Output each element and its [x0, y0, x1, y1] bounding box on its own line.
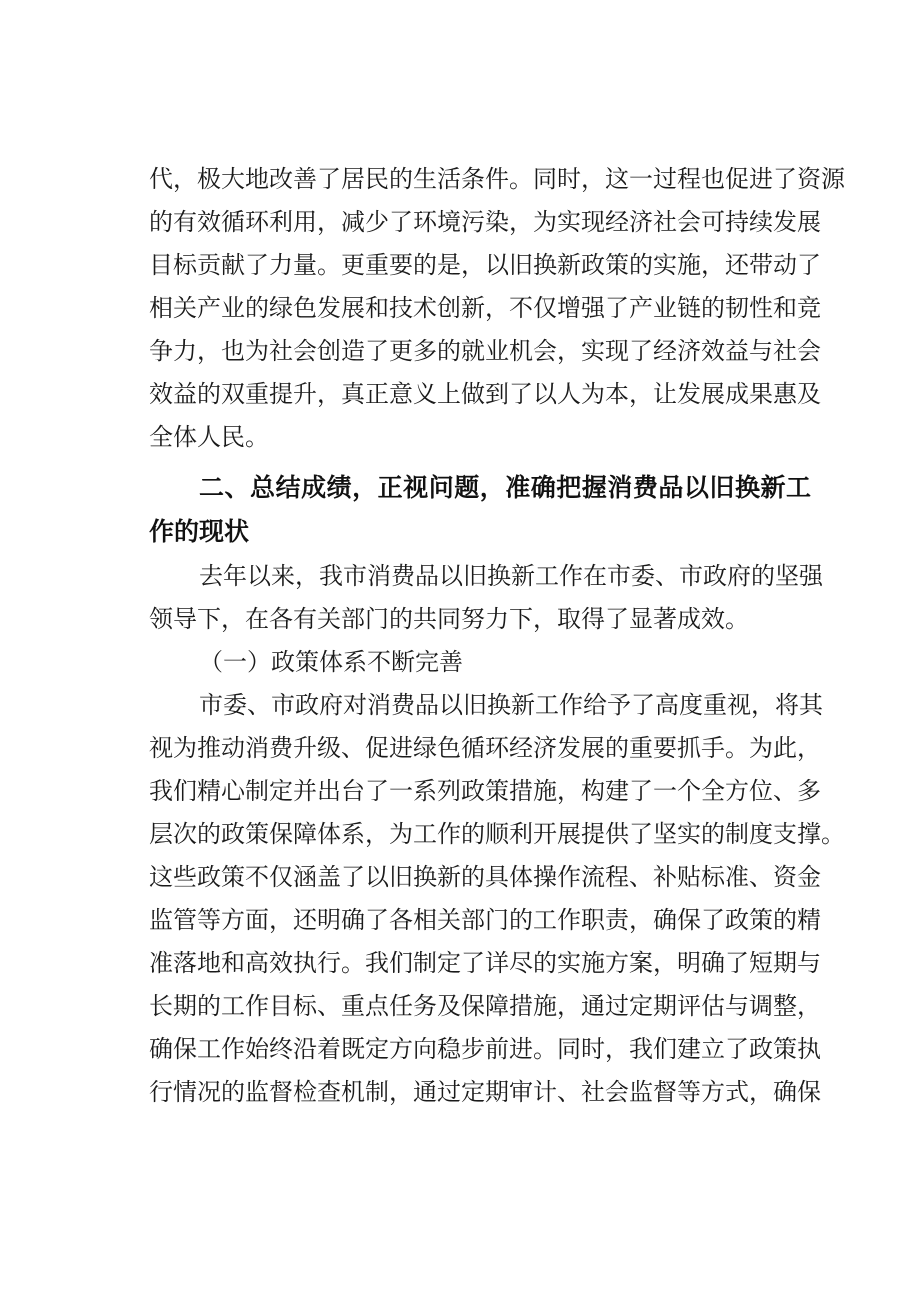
text-line: 相关产业的绿色发展和技术创新，不仅增强了产业链的韧性和竞 — [149, 294, 821, 322]
text-line: 代，极大地改善了居民的生活条件。同时，这一过程也促进了资源 — [149, 165, 845, 193]
text-line: 监管等方面，还明确了各相关部门的工作职责，确保了政策的精 — [149, 906, 821, 934]
text-line: 长期的工作目标、重点任务及保障措施，通过定期评估与调整， — [149, 992, 821, 1020]
text-line: 全体人民。 — [149, 423, 269, 451]
text-line: 准落地和高效执行。我们制定了详尽的实施方案，明确了短期与 — [149, 949, 821, 977]
text-line: 争力，也为社会创造了更多的就业机会，实现了经济效益与社会 — [149, 337, 821, 365]
text-line: 行情况的监督检查机制，通过定期审计、社会监督等方式，确保 — [149, 1078, 821, 1106]
text-line: 效益的双重提升，真正意义上做到了以人为本，让发展成果惠及 — [149, 380, 821, 408]
paragraph-continuation — [149, 158, 845, 459]
subsection-heading: （一）政策体系不断完善 — [199, 648, 463, 676]
text-line: 领导下，在各有关部门的共同努力下，取得了显著成效。 — [149, 605, 749, 633]
text-line: 层次的政策保障体系，为工作的顺利开展提供了坚实的制度支撑。 — [149, 820, 845, 848]
text-line: 我们精心制定并出台了一系列政策措施，构建了一个全方位、多 — [149, 777, 821, 805]
policy-paragraph — [149, 684, 845, 1114]
text-line: 这些政策不仅涵盖了以旧换新的具体操作流程、补贴标准、资金 — [149, 863, 821, 891]
text-line: 的有效循环利用，减少了环境污染，为实现经济社会可持续发展 — [149, 208, 821, 236]
text-line: 确保工作始终沿着既定方向稳步前进。同时，我们建立了政策执 — [149, 1035, 821, 1063]
text-line: 市委、市政府对消费品以旧换新工作给予了高度重视，将其 — [199, 691, 823, 719]
text-line: 视为推动消费升级、促进绿色循环经济发展的重要抓手。为此， — [149, 734, 821, 762]
text-line: 去年以来，我市消费品以旧换新工作在市委、市政府的坚强 — [199, 562, 823, 590]
intro-paragraph — [149, 555, 823, 641]
section-heading: 二、总结成绩，正视问题，准确把握消费品以旧换新工作的现状 — [149, 473, 811, 546]
text-line: 目标贡献了力量。更重要的是，以旧换新政策的实施，还带动了 — [149, 251, 821, 279]
